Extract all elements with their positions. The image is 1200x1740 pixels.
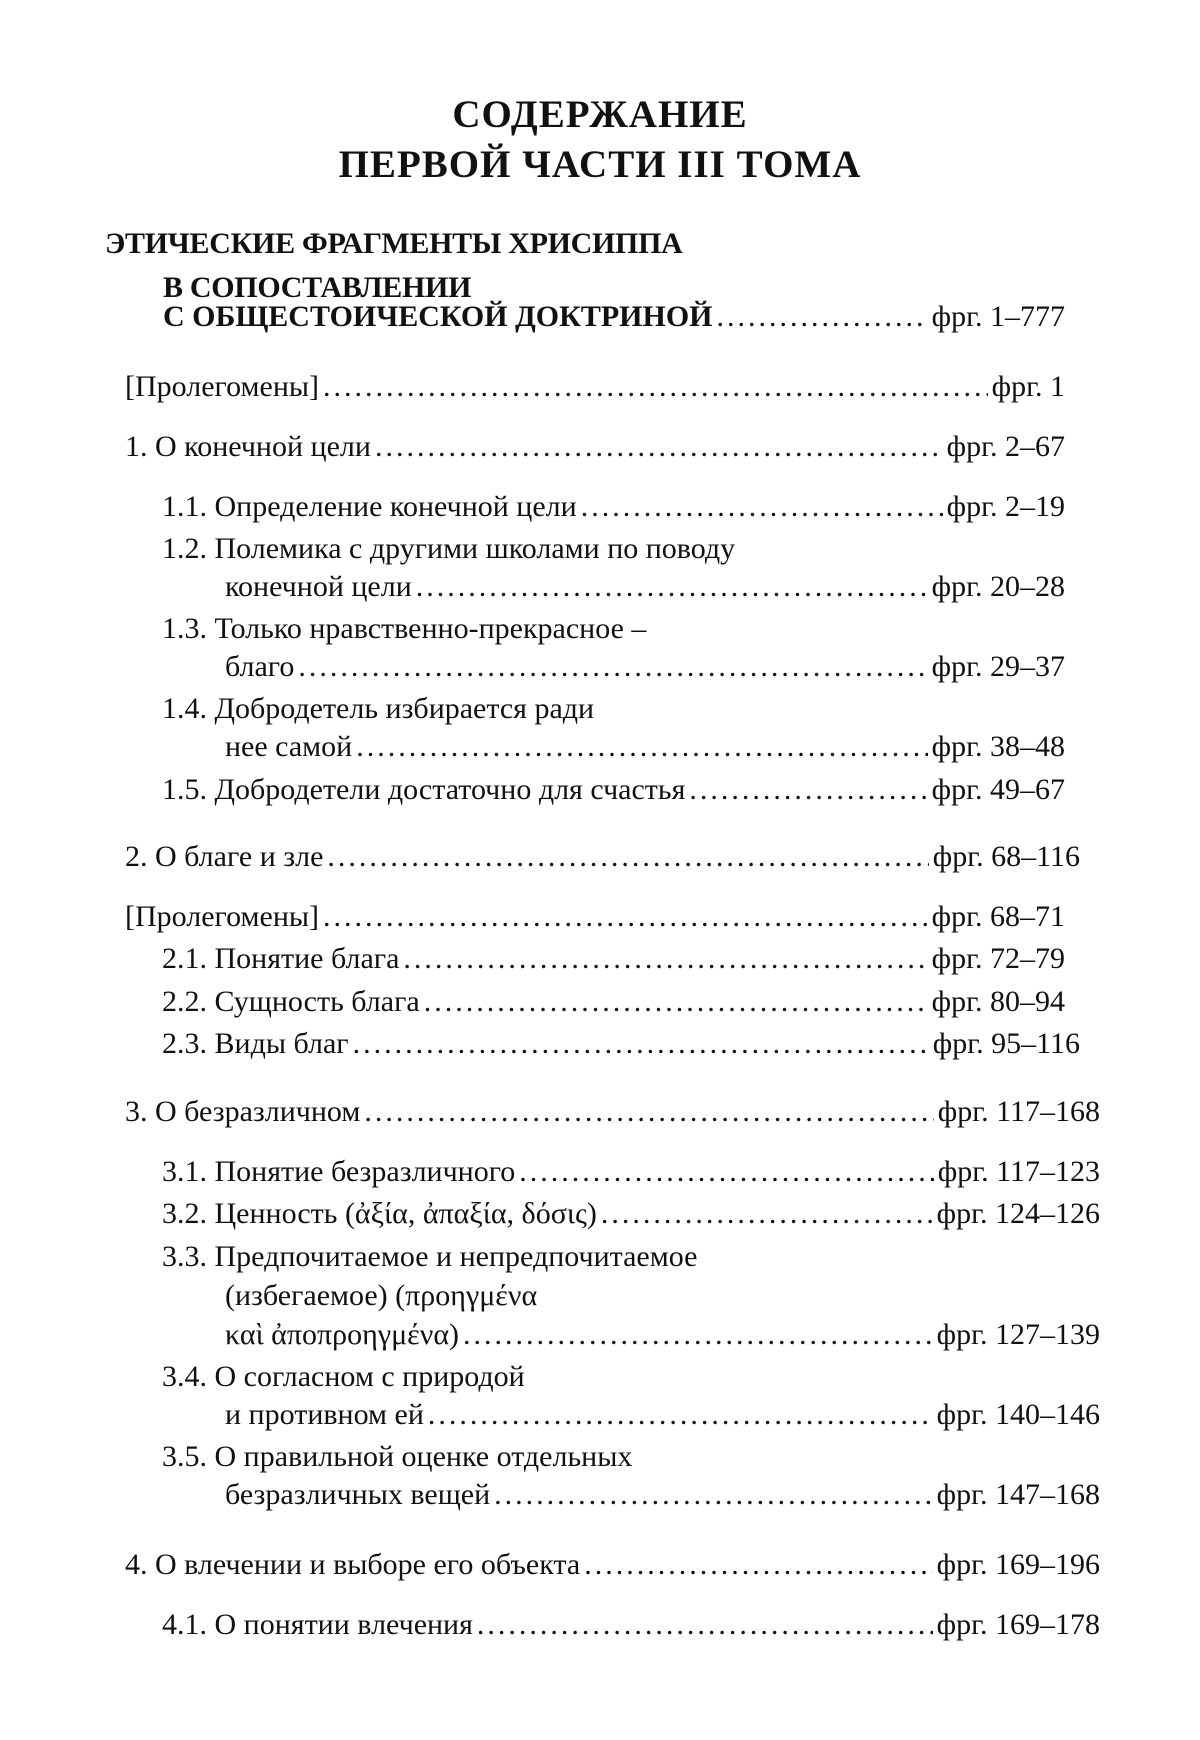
toc-entry-1-4-label: 1.4. Добродетель избирается ради <box>162 692 595 725</box>
entry-label-continuation: безразличных вещей <box>225 1478 491 1511</box>
toc-entry-2-2 <box>162 985 1065 1019</box>
toc-entry-chapter-1 <box>125 430 1065 464</box>
toc-entry-1-1 <box>162 490 1065 524</box>
toc-entry-3-3-label-cont: (избегаемое) (προηγμένα <box>225 1279 538 1312</box>
toc-entry-chapter-3 <box>125 1095 1100 1129</box>
toc-entry-1-3-label: 1.3. Только нравственно-прекрасное – <box>162 612 647 645</box>
entry-fragment-range: фрг. 72–79 <box>931 942 1065 975</box>
dot-leader <box>717 300 928 334</box>
entry-fragment-range: фрг. 49–67 <box>931 773 1065 806</box>
entry-fragment-range: фрг. 140–146 <box>936 1398 1100 1431</box>
dot-leader <box>356 730 927 764</box>
section-heading-label: С ОБЩЕСТОИЧЕСКОЙ ДОКТРИНОЙ <box>163 300 713 333</box>
entry-label: 1. О конечной цели <box>125 430 371 463</box>
entry-label: 1.1. Определение конечной цели <box>162 490 577 523</box>
entry-label-continuation: καὶ ἀποπροηγμένα) <box>225 1318 460 1351</box>
toc-entry-4-1 <box>162 1608 1100 1642</box>
entry-fragment-range: фрг. 29–37 <box>931 650 1065 683</box>
entry-fragment-range: фрг. 2–67 <box>946 430 1065 463</box>
dot-leader <box>601 1197 933 1231</box>
dot-leader <box>364 1095 933 1129</box>
dot-leader <box>581 490 943 524</box>
entry-fragment-range: фрг. 117–123 <box>937 1155 1100 1188</box>
toc-entry-3-4-label: 3.4. О согласном с природой <box>162 1360 525 1393</box>
section-heading-line-1: ЭТИЧЕСКИЕ ФРАГМЕНТЫ ХРИСИППА <box>105 227 683 260</box>
toc-entry-chapter-4 <box>125 1548 1100 1582</box>
page-title-line-2: ПЕРВОЙ ЧАСТИ III ТОМА <box>338 143 862 186</box>
toc-entry-2-3 <box>162 1027 1080 1061</box>
dot-leader <box>584 1548 932 1582</box>
entry-fragment-range: фрг. 124–126 <box>936 1197 1100 1230</box>
entry-fragment-range: фрг. 68–116 <box>932 840 1080 873</box>
dot-leader <box>477 1608 933 1642</box>
entry-fragment-range: фрг. 127–139 <box>936 1318 1100 1351</box>
entry-fragment-range: фрг. 38–48 <box>931 730 1065 763</box>
section-heading-line-2: В СОПОСТАВЛЕНИИ <box>163 271 472 304</box>
page-title-line-1: СОДЕРЖАНИЕ <box>452 93 748 136</box>
entry-fragment-range: фрг. 80–94 <box>931 985 1065 1018</box>
entry-fragment-range: фрг. 1 <box>991 370 1065 403</box>
toc-entry-1-5 <box>162 773 1065 807</box>
dot-leader <box>424 985 928 1019</box>
section-heading-line-3 <box>163 300 1065 334</box>
dot-leader <box>403 942 927 976</box>
toc-entry-1-2-label: 1.2. Полемика с другими школами по поводу <box>162 532 736 565</box>
dot-leader <box>519 1155 933 1189</box>
toc-entry-2-1 <box>162 942 1065 976</box>
entry-label-continuation: благо <box>225 650 295 683</box>
toc-entry-1-2 <box>225 570 1065 604</box>
dot-leader <box>323 900 928 934</box>
entry-label: 4.1. О понятии влечения <box>162 1608 473 1641</box>
toc-entry-chapter-2 <box>125 840 1080 874</box>
dot-leader <box>298 650 927 684</box>
toc-entry-1-3 <box>225 650 1065 684</box>
entry-label: [Пролегомены] <box>125 900 320 933</box>
section-heading <box>105 222 1105 310</box>
toc-entry-3-4 <box>225 1398 1100 1432</box>
section-fragment-range: фрг. 1–777 <box>931 300 1065 333</box>
entry-fragment-range: фрг. 169–178 <box>936 1608 1100 1641</box>
entry-fragment-range: фрг. 20–28 <box>931 570 1065 603</box>
dot-leader <box>327 840 928 874</box>
entry-label: 2.3. Виды благ <box>162 1027 349 1060</box>
dot-leader <box>689 773 927 807</box>
toc-entry-3-1 <box>162 1155 1100 1189</box>
toc-entry-3-3-label: 3.3. Предпочитаемое и непредпочитаемое <box>162 1240 698 1273</box>
entry-label: 3.1. Понятие безразличного <box>162 1155 516 1188</box>
dot-leader <box>463 1318 933 1352</box>
entry-label-continuation: нее самой <box>225 730 353 763</box>
entry-label-continuation: и противном ей <box>225 1398 424 1431</box>
entry-label: 1.5. Добродетели достаточно для счастья <box>162 773 686 806</box>
toc-entry-3-2 <box>162 1197 1100 1231</box>
dot-leader <box>416 570 928 604</box>
entry-label: 2.1. Понятие блага <box>162 942 400 975</box>
toc-entry-3-3 <box>225 1318 1100 1352</box>
entry-label: 2.2. Сущность блага <box>162 985 420 1018</box>
toc-entry-prolegomena <box>125 370 1065 404</box>
dot-leader <box>353 1027 929 1061</box>
entry-fragment-range: фрг. 147–168 <box>936 1478 1100 1511</box>
entry-fragment-range: фрг. 68–71 <box>931 900 1065 933</box>
entry-fragment-range: фрг. 95–116 <box>932 1027 1080 1060</box>
toc-entry-3-5-label: 3.5. О правильной оценке отдельных <box>162 1440 633 1473</box>
entry-fragment-range: фрг. 169–196 <box>936 1548 1100 1581</box>
entry-label: 3. О безразличном <box>125 1095 361 1128</box>
toc-entry-1-4 <box>225 730 1065 764</box>
entry-fragment-range: фрг. 117–168 <box>937 1095 1100 1128</box>
entry-label-continuation: конечной цели <box>225 570 412 603</box>
entry-label: 4. О влечении и выборе его объекта <box>125 1548 581 1581</box>
entry-fragment-range: фрг. 2–19 <box>946 490 1065 523</box>
dot-leader <box>323 370 988 404</box>
entry-label: [Пролегомены] <box>125 370 320 403</box>
entry-label: 2. О благе и зле <box>125 840 324 873</box>
dot-leader <box>428 1398 933 1432</box>
dot-leader <box>494 1478 932 1512</box>
dot-leader <box>375 430 943 464</box>
toc-entry-prolegomena-2 <box>125 900 1065 934</box>
toc-entry-3-5 <box>225 1478 1100 1512</box>
entry-label: 3.2. Ценность (ἀξία, ἀπαξία, δόσις) <box>162 1197 597 1230</box>
